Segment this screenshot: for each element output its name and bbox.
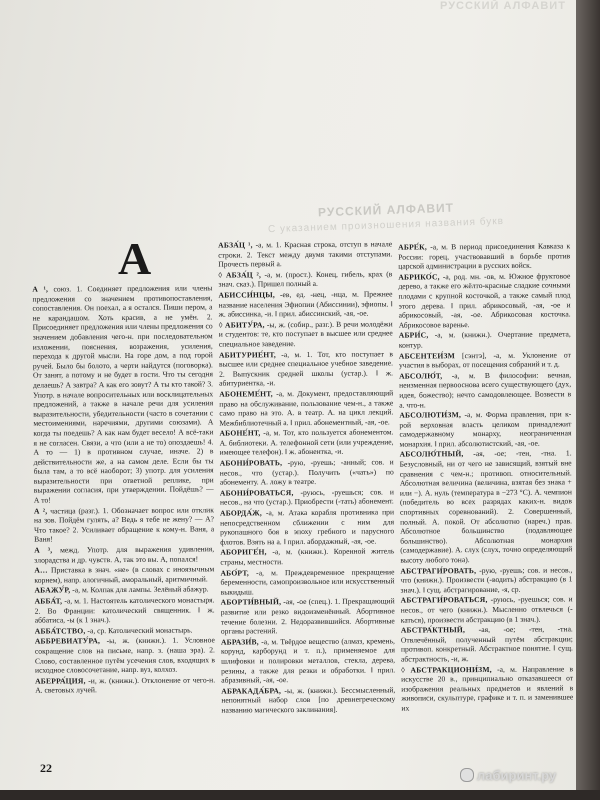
- dictionary-entry: [399, 350, 571, 370]
- column-right: [398, 241, 574, 782]
- entry-definition: -а, м. 1. Красная строка, отступ в начале строки. 2. Текст между двумя такими отступами. Прочесть первый а.: [218, 239, 393, 269]
- watermark-logo-icon: [460, 768, 474, 782]
- dictionary-entry: [399, 370, 571, 410]
- entry-definition: -рую, -руешь; -анный; сов. и несов., что (устар.). Получить («чать») по абонементу. А. ложу в театре.: [219, 457, 394, 487]
- entry-definition: межд. Употр. для выражения удивления, злорадства и др. чувств. А, так это вы. А, попался!: [34, 544, 215, 565]
- entry-headword: ◊ АБЗА́Ц ²,: [218, 270, 262, 280]
- dictionary-entry: [218, 289, 392, 319]
- entry-definition: -ы, ж. (собир., разг.). В речи молодёжи и студентов: те, кто поступает в высшее или среднее специальное заведение.: [218, 319, 393, 349]
- entry-definition: -ая, -ое; -тен, -тна. Отвлечённый, полученный путём абстракции; противоп. конкретный. Абстрактное понятие. ‖ сущ. абстрактность, -и, ж.: [400, 624, 573, 664]
- dictionary-entry: [221, 636, 395, 685]
- entry-headword: АБИТУРИЕ́НТ,: [218, 349, 276, 360]
- dictionary-entry: [219, 388, 393, 428]
- dictionary-entry: [398, 241, 570, 271]
- entry-headword: АБОРТИ́ВНЫЙ,: [220, 597, 282, 607]
- entry-headword: АБРИ́С,: [398, 330, 429, 340]
- entry-headword: АБОРДА́Ж,: [220, 508, 262, 518]
- entry-headword: АБСТРА́КТНЫЙ,: [400, 625, 466, 635]
- dictionary-entry: [401, 595, 573, 625]
- entry-headword: АБО́РТ,: [220, 568, 249, 578]
- show-through-title: РУССКИЙ АЛФАВИТ: [317, 200, 455, 220]
- dictionary-entry: [220, 507, 394, 547]
- entry-definition: -а, род. мн. -ов, м. Южное фруктовое дерево, а также его жёлто-красные сладкие сочными плодами с крупной косточкой, а также самый плод этого дерева. ‖ прил. абрикосовый, -ая, -ое и абрикосовый, -ая, -ое. Абрикосовая косточка. Абрикосовое варенье.: [398, 271, 571, 330]
- section-letter: А: [118, 233, 152, 284]
- entry-headword: АБЗА́Ц ¹,: [218, 240, 253, 250]
- entry-headword: АБИССИ́НЦЫ,: [218, 290, 276, 300]
- dictionary-entry: [220, 567, 394, 597]
- dictionary-entry: [35, 595, 215, 625]
- dictionary-entry: [400, 565, 572, 595]
- entry-definition: -а, ср. Католический монастырь.: [87, 625, 193, 636]
- entry-definition: -и, ж. (книжн.). Отклонение от чего-н. А. световых лучей.: [35, 675, 216, 695]
- entry-definition: -а, м. Направление в искусстве 20 в., принципиально отказавшееся от изображения реальных предметов и явлений в живописи, скульптуре, графике и т. п. и заменившее их: [401, 663, 574, 713]
- entry-headword: А ³,: [34, 545, 53, 555]
- dictionary-entry: [34, 505, 214, 545]
- dictionary-entry: [401, 625, 573, 665]
- dictionary-entry: [219, 428, 393, 458]
- entry-headword: АБРИКО́С,: [398, 272, 440, 282]
- dictionary-entry: [220, 457, 394, 487]
- entry-definition: -а, м. 1. Тот, кто поступает в высшее или среднее специальное учебное заведение. 2. Выпускник средней школы (устар.). ‖ ж. абитуриентка, -и.: [218, 348, 394, 388]
- entry-headword: АБАЖУ́Р,: [34, 585, 71, 596]
- entry-definition: -а, м. Тот, кто пользуется абонементом. А. библиотеки. А. телефонной сети (или учреждение, имеющее телефон). ‖ ж. абонентка, -и.: [219, 427, 394, 458]
- entry-definition: союз. 1. Соединяет предложения или члены предложения со значением противопоставления, сопоставления. Он поехал, а я остался. Пиши пером, а не карандашом. Хоть красив, а не умён. 2. Присоединяет предложения или члены предложения со значением добавления чего-н. при последовательном изложении, пояснения, возражения, усиления, перехода к другой мысли. На горе дом, а под горой ручей. Было бы болото, а черти найдутся (поговорка). От занят, а потому и не будет в гости. Что ты сегодня делаешь? А завтра? А как его зовут? А ты кто такой? 3. Употр. в начале вопросительных или восклицательных предложений, а также в начале речи для усиления выразительности, убедительности (часто в сочетании с местоимениями, наречиями, другими союзами). А когда ты поедешь? А как нам будет весело! А всё-таки я не согласен. Связи, а что (или а не то) опоздаешь! 4. А то — 1) в противном случае, иначе. 2) в действительности же, а на самом деле. Если бы ты была там, а то всё наоборот; 3) употр. для усиления выразительности при ответной реплике, при выражении согласия, при утверждении. Пойдёшь? — А то!: [32, 283, 214, 505]
- entry-definition: -ая, -ое; -тен, -тна. 1. Безусловный, ни от чего не зависящий, взятый вне сравнения с чем-н.; противоп. относительный. Абсолютная величина (величина, взятая без знака + или −). А. нуль (температура в −273 °C). А. чемпион (победитель во всех разрядах каких-н. видов спортивных соревнований). 2. Совершенный, полный. А. покой. От абсолютно (нареч.) прав. Абсолютное большинство (подавляющее большинство). Абсолютная монархия (самодержавие). А. слух (слух, точно определяющий высоту любого тона).: [399, 448, 573, 565]
- entry-headword: АБСОЛЮ́ТНЫЙ,: [399, 449, 464, 460]
- entry-headword: АБСТРАГИ́РОВАТЬ,: [400, 565, 477, 576]
- entry-headword: АББА́ТСТВО,: [34, 626, 86, 636]
- entry-definition: -а, м. Документ, предоставляющий право на обслуживание, пользование чем-н., а также само право на это. А. в театр. А. на цикл лекций. Межбиблиотечный а. ‖ прил. абонементный, -ая, -ое.: [219, 388, 394, 428]
- entry-definition: -ев, ед. -нец, -нца, м. Прежнее название населения Эфиопии (Абиссинии), эфиопы. ‖ ж. абиссинка, -и. ‖ прил. абиссинский, -ая, -ое.: [218, 289, 393, 319]
- dictionary-entry: [34, 565, 214, 585]
- entry-headword: АБОНИ́РОВАТЬ,: [219, 458, 283, 468]
- dictionary-entry: [221, 597, 395, 637]
- entry-definition: -ы, ж. (книжн.). 1. Условное сокращение слов на письме, напр. з. (наша эра). 2. Слово, составленное путём усечения слов, входящих в исходное словосочетание, напр. вуз, колхоз.: [34, 635, 215, 675]
- entry-headword: А ¹,: [32, 284, 49, 294]
- dictionary-entry: [34, 544, 214, 564]
- entry-definition: -а, м. Твёрдое вещество (алмаз, кремень, корунд, карборунд и т. п.), применяемое для шлифовки и полировки металлов, стекла, дерева, резины, а также для резки и обработки. ‖ прил. абразивный, -ая, -ое.: [220, 636, 396, 685]
- entry-headword: АБОРИГЕ́Н,: [220, 547, 267, 558]
- entry-headword: ◊ АБСТРАКЦИОНИ́ЗМ,: [401, 664, 492, 675]
- entry-definition: -руюсь, -руешься; сов. и несов., от чего (книжн.). Мысленно отвлечься (-каться), произвести абстракцию (в 1 знач.).: [400, 594, 573, 625]
- entry-headword: АБРАЗИ́В,: [220, 637, 259, 647]
- dictionary-entry: [34, 585, 214, 596]
- entry-definition: -а, м. 1. Настоятель католического монастыря. 2. Во Франции: католический священник. ‖ ж. аббатиса, -ы (к 1 знач.).: [34, 595, 215, 625]
- entry-headword: АБСТРАГИ́РОВАТЬСЯ,: [400, 595, 488, 605]
- entry-definition: -а, м. (прост.). Конец, гибель, крах (в знач. сказ.). Пришел полный а.: [218, 269, 393, 289]
- entry-headword: АББА́Т,: [34, 596, 63, 606]
- entry-headword: АБСЕНТЕИ́ЗМ: [398, 350, 456, 361]
- dictionary-entry: [220, 487, 394, 507]
- dictionary-entry: [35, 636, 215, 676]
- entry-definition: -а, м. В период присоединения Кавказа к России: горец, участвовавший в борьбе против царской администрации в русских войск.: [398, 241, 571, 271]
- entry-headword: АБСОЛЮ́Т,: [399, 371, 443, 381]
- entry-definition: -а, м. Форма правления, при к-рой верховная власть целиком принадлежит самодержавному монарху, неограниченная монархия. ‖ прил. абсолютистский, -ая, -ое.: [399, 409, 572, 449]
- show-through-text-top: РУССКИЙ АЛФАВИТ: [440, 0, 566, 12]
- entry-headword: ◊ АБИТУ́РА,: [218, 320, 265, 330]
- dictionary-entry: [35, 675, 215, 695]
- entry-definition: -ы, ж. (книжн.). Бессмысленный, непонятный набор слов [по древнегреческому названию магического заклинания].: [221, 685, 396, 715]
- dictionary-entry: [218, 269, 392, 289]
- entry-headword: АБРЕ́К,: [398, 242, 428, 252]
- watermark: [460, 768, 556, 783]
- entry-definition: [сэнтэ], -а, м. Уклонение от участия в выборах, от посещения собраний и т. д.: [398, 349, 571, 370]
- dictionary-entry: [219, 349, 393, 389]
- dictionary-entry: [400, 449, 573, 565]
- dictionary-entry: [220, 547, 394, 567]
- dictionary-entry: [221, 685, 395, 715]
- entry-definition: -руюсь, -руешься; сов. и несов., на что (устар.). Приобрести (-тать) абонемент.: [219, 487, 394, 508]
- dictionary-entry: [218, 239, 392, 269]
- entry-definition: -а, м. (книжн.). Очертание предмета, контур.: [398, 329, 571, 350]
- dictionary-entry: [398, 271, 570, 330]
- entry-headword: АБСОЛЮТИ́ЗМ,: [399, 410, 462, 420]
- watermark-text: лабиринт.ру: [477, 768, 557, 783]
- column-left: [32, 283, 215, 760]
- show-through-subtitle: С указанием произношения названия букв: [267, 215, 505, 236]
- entry-headword: АБОНЕМЕ́НТ,: [219, 389, 273, 399]
- entry-headword: АБРАКАДА́БРА,: [221, 685, 282, 696]
- entry-headword: АББРЕВИАТУ́РА,: [34, 636, 101, 647]
- column-middle: [218, 239, 396, 775]
- dictionary-entry: [219, 319, 393, 349]
- entry-definition: Приставка в знач. «не» (в словах с иноязычным корнем), напр. алогичный, аморальный, аритмичный.: [34, 564, 215, 585]
- entry-definition: -а, м. В философии: вечная, неизменная первооснова всего существующего (дух, идея, божество); нечто самодовлеющее. Возвести в а. что-н.: [399, 370, 572, 410]
- entry-headword: АБОНИ́РОВАТЬСЯ,: [219, 487, 294, 498]
- dictionary-entry: [35, 625, 215, 636]
- entry-definition: -а, м. Преждевременное прекращение беременности, самопроизвольное или искусственный выкидыш.: [220, 566, 395, 597]
- desk-background: [0, 790, 600, 800]
- entry-definition: -рую, -руешь; сов. и несов., что (книжн.). Произвести (-водить) абстракцию (в 1 знач.). ‖ сущ. абстрагирование, -я, ср.: [400, 564, 573, 595]
- entry-definition: -ая, -ое (спец.). 1. Прекращающий развитие или резко видоизменённый. Абортивное течение болезни. 2. Недоразвившийся. Абортивные органы растений.: [220, 596, 395, 636]
- entry-definition: -а, м. (книжн.). Коренной житель страны, местности.: [220, 546, 395, 567]
- entry-definition: -а, м. Атака корабля противника при непосредственном сближении с ним для рукопашного боя в эпоху гребного и парусного флотов. Взять на а. ‖ прил. абордажный, -ая, -ое.: [220, 507, 395, 547]
- dictionary-entry: [399, 330, 571, 350]
- entry-headword: АБЕРРА́ЦИЯ,: [35, 676, 86, 686]
- entry-headword: А ²,: [33, 506, 48, 516]
- entry-headword: АБОНЕ́НТ,: [219, 428, 261, 438]
- page-number: 22: [40, 761, 52, 775]
- dictionary-entry: [401, 664, 573, 713]
- entry-definition: частица (разг.). 1. Обозначает вопрос или отклик на зов. Пойдём гулять, а? Ведь я тебе не жену? — А? Что такое? 2. Усиливает обращение к кому-н. Ваня, а Ваня!: [33, 505, 215, 545]
- dictionary-entry: [32, 283, 214, 505]
- dictionary-entry: [399, 409, 571, 449]
- entry-headword: А…: [34, 565, 48, 575]
- page-edge-shadow: [576, 0, 600, 800]
- entry-definition: -а, м. Колпак для лампы. Зелёный абажур.: [72, 584, 209, 595]
